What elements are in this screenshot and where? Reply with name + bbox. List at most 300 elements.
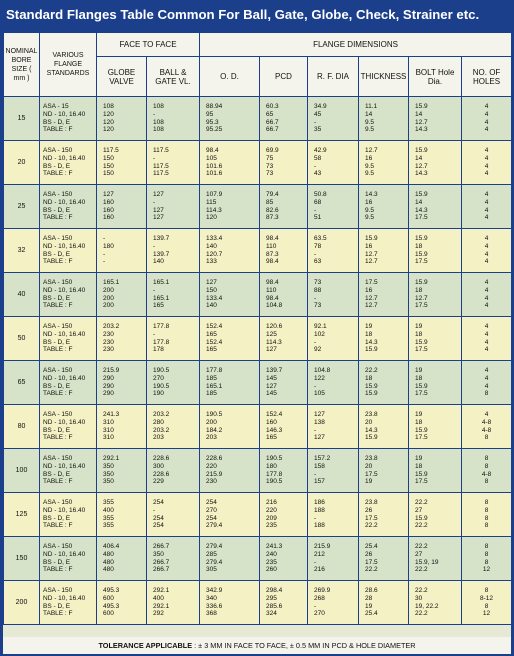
cell-line: 188 bbox=[314, 506, 325, 514]
bore-size-cell: 20 bbox=[4, 141, 40, 185]
globe-valve-cell bbox=[97, 361, 147, 405]
rf-dia-cell bbox=[308, 141, 359, 185]
table-row bbox=[4, 97, 512, 141]
bolt-hole-cell bbox=[409, 141, 462, 185]
tolerance-text: : ± 3 MM IN FACE TO FACE, ± 0.5 MM IN PCD & HOLE DIAMETER bbox=[194, 641, 416, 650]
cell-line: 4 bbox=[484, 162, 489, 170]
cell-line: 9.5 bbox=[365, 162, 375, 170]
globe-valve-cell bbox=[97, 493, 147, 537]
cell-line: 8 bbox=[484, 506, 489, 514]
cell-line: 82.6 bbox=[266, 206, 279, 214]
cell-line: TABLE : F bbox=[43, 522, 73, 530]
cell-line: 279.4 bbox=[206, 543, 223, 551]
cell-line: 19, 22.2 bbox=[415, 602, 439, 610]
cell-line: 203 bbox=[206, 434, 217, 442]
cell-line: 18 bbox=[365, 374, 373, 382]
cell-line: 15.9 bbox=[415, 191, 428, 199]
cell-line: TABLE : F bbox=[43, 170, 73, 178]
globe-valve-cell bbox=[97, 185, 147, 229]
cell-line: 240 bbox=[266, 550, 277, 558]
cell-line: 19 bbox=[365, 602, 373, 610]
cell-line: 101.6 bbox=[206, 162, 223, 170]
cell-line: 34.9 bbox=[314, 103, 327, 111]
cell-line: ND - 10, 16.40 bbox=[43, 330, 86, 338]
cell-line: 108 bbox=[103, 103, 114, 111]
standards-cell bbox=[40, 185, 97, 229]
bore-size-cell: 25 bbox=[4, 185, 40, 229]
cell-line: 12.7 bbox=[415, 294, 428, 302]
cell-line: 290 bbox=[103, 390, 114, 398]
cell-line: 165.1 bbox=[206, 382, 223, 390]
cell-line: 298.4 bbox=[266, 587, 283, 595]
cell-line: 254 bbox=[153, 499, 164, 507]
cell-line: 342.9 bbox=[206, 587, 223, 595]
cell-line: ND - 10, 16.40 bbox=[43, 110, 86, 118]
cell-line: 8 bbox=[484, 602, 489, 610]
globe-valve-cell bbox=[97, 449, 147, 493]
cell-line: 355 bbox=[103, 499, 114, 507]
no-holes-cell bbox=[462, 449, 512, 493]
pcd-cell bbox=[260, 317, 308, 361]
cell-line: 18 bbox=[415, 286, 423, 294]
no-holes-cell bbox=[462, 581, 512, 625]
cell-line: 133.4 bbox=[206, 294, 223, 302]
cell-line: 15.9 bbox=[415, 147, 428, 155]
ball-gate-cell bbox=[147, 185, 200, 229]
cell-line: 22.2 bbox=[365, 522, 378, 530]
header-pcd: PCD bbox=[260, 57, 308, 97]
cell-line: 269.9 bbox=[314, 587, 331, 595]
cell-line: 8 bbox=[484, 434, 489, 442]
cell-line: 73 bbox=[266, 170, 274, 178]
cell-line: 88.94 bbox=[206, 103, 223, 111]
cell-line: - bbox=[314, 338, 317, 346]
cell-line: - bbox=[314, 470, 317, 478]
cell-line: 340 bbox=[206, 594, 217, 602]
bolt-hole-cell bbox=[409, 185, 462, 229]
cell-line: 190.5 bbox=[153, 367, 170, 375]
cell-line: - bbox=[153, 198, 156, 206]
cell-line: 600 bbox=[103, 610, 114, 618]
cell-line: 4 bbox=[484, 206, 489, 214]
globe-valve-cell bbox=[97, 405, 147, 449]
bolt-hole-cell bbox=[409, 581, 462, 625]
cell-line: 19 bbox=[415, 323, 423, 331]
cell-line: 190 bbox=[153, 390, 164, 398]
cell-line: 186 bbox=[314, 499, 325, 507]
cell-line: 120 bbox=[103, 110, 114, 118]
cell-line: 158 bbox=[314, 462, 325, 470]
cell-line: ND - 10, 16.40 bbox=[43, 418, 86, 426]
cell-line: - bbox=[314, 602, 317, 610]
cell-line: - bbox=[103, 235, 106, 243]
cell-line: 117.5 bbox=[103, 147, 119, 155]
cell-line: 4 bbox=[484, 294, 489, 302]
cell-line: 4 bbox=[484, 214, 489, 222]
cell-line: 200 bbox=[103, 286, 114, 294]
bore-size-cell: 200 bbox=[4, 581, 40, 625]
cell-line: 58 bbox=[314, 154, 322, 162]
cell-line: 140 bbox=[206, 302, 217, 310]
cell-line: BS - D, E bbox=[43, 426, 71, 434]
cell-line: 35 bbox=[314, 126, 322, 134]
cell-line: 15.9 bbox=[415, 235, 428, 243]
cell-line: 165 bbox=[206, 330, 217, 338]
cell-line: 98.4 bbox=[266, 294, 279, 302]
cell-line: 15.9 bbox=[415, 426, 428, 434]
pcd-cell bbox=[260, 405, 308, 449]
rf-dia-cell bbox=[308, 449, 359, 493]
cell-line: ASA - 15 bbox=[43, 103, 69, 111]
cell-line: 98.4 bbox=[266, 258, 279, 266]
cell-line: 480 bbox=[103, 550, 114, 558]
cell-line: 285.6 bbox=[266, 602, 283, 610]
cell-line: 15.9 bbox=[365, 346, 378, 354]
table-row bbox=[4, 185, 512, 229]
cell-line: 15.9 bbox=[415, 279, 428, 287]
bolt-hole-cell bbox=[409, 405, 462, 449]
cell-line: TABLE : F bbox=[43, 478, 73, 486]
table-row bbox=[4, 273, 512, 317]
pcd-cell bbox=[260, 97, 308, 141]
cell-line: TABLE : F bbox=[43, 346, 73, 354]
cell-line: 4 bbox=[484, 191, 489, 199]
cell-line: 66.7 bbox=[266, 126, 279, 134]
header-bolt-hole: BOLT Hole Dia. bbox=[409, 57, 462, 97]
cell-line: 17.5 bbox=[415, 214, 428, 222]
cell-line: - bbox=[314, 206, 317, 214]
standards-cell bbox=[40, 537, 97, 581]
cell-line: 19 bbox=[365, 323, 373, 331]
cell-line: 292.1 bbox=[153, 587, 170, 595]
cell-line: 300 bbox=[153, 462, 164, 470]
pcd-cell bbox=[260, 581, 308, 625]
cell-line: 18 bbox=[415, 374, 423, 382]
cell-line: 22.2 bbox=[415, 499, 428, 507]
cell-line: 12.7 bbox=[415, 162, 428, 170]
cell-line: - bbox=[153, 506, 156, 514]
cell-line: 260 bbox=[266, 566, 277, 574]
cell-line: 14.3 bbox=[415, 206, 428, 214]
cell-line: 105 bbox=[314, 390, 325, 398]
cell-line: 120 bbox=[103, 118, 114, 126]
cell-line: BS - D, E bbox=[43, 382, 71, 390]
cell-line: 114.3 bbox=[266, 338, 282, 346]
cell-line: 127 bbox=[314, 434, 325, 442]
cell-line: ASA - 150 bbox=[43, 455, 73, 463]
cell-line: 4 bbox=[484, 235, 489, 243]
thickness-cell bbox=[359, 185, 409, 229]
cell-line: BS - D, E bbox=[43, 470, 71, 478]
cell-line: 4 bbox=[484, 250, 489, 258]
cell-line: 350 bbox=[103, 462, 114, 470]
cell-line: BS - D, E bbox=[43, 162, 71, 170]
header-face-to-face: FACE TO FACE bbox=[97, 33, 200, 57]
table-row bbox=[4, 493, 512, 537]
cell-line: 22.2 bbox=[415, 610, 428, 618]
bolt-hole-cell bbox=[409, 317, 462, 361]
cell-line: 254 bbox=[153, 514, 164, 522]
cell-line: 152.4 bbox=[206, 338, 223, 346]
cell-line: 266.7 bbox=[153, 543, 170, 551]
cell-line: 4 bbox=[484, 302, 489, 310]
od-cell bbox=[200, 185, 260, 229]
cell-line: 17.5 bbox=[415, 434, 428, 442]
cell-line: 87.3 bbox=[266, 214, 279, 222]
cell-line: 22.2 bbox=[415, 587, 428, 595]
cell-line: 17.5 bbox=[415, 478, 428, 486]
cell-line: 215.9 bbox=[314, 543, 331, 551]
cell-line: 88 bbox=[314, 286, 322, 294]
cell-line: ASA - 150 bbox=[43, 279, 73, 287]
cell-line: 4 bbox=[484, 147, 489, 155]
cell-line: 480 bbox=[103, 566, 114, 574]
cell-line: 220 bbox=[206, 462, 217, 470]
cell-line: 122 bbox=[314, 374, 325, 382]
standards-cell bbox=[40, 141, 97, 185]
cell-line: - bbox=[153, 330, 156, 338]
cell-line: - bbox=[314, 162, 317, 170]
globe-valve-cell bbox=[97, 317, 147, 361]
cell-line: 9.5 bbox=[365, 118, 375, 126]
cell-line: 17.5 bbox=[415, 390, 428, 398]
cell-line: 127 bbox=[103, 191, 114, 199]
cell-line: ASA - 150 bbox=[43, 191, 73, 199]
cell-line: 203 bbox=[153, 434, 164, 442]
ball-gate-cell bbox=[147, 581, 200, 625]
rf-dia-cell bbox=[308, 229, 359, 273]
bore-size-cell: 15 bbox=[4, 97, 40, 141]
cell-line: 600 bbox=[103, 594, 114, 602]
header-thickness: THICKNESS bbox=[359, 57, 409, 97]
cell-line: 15.9 bbox=[415, 338, 428, 346]
cell-line: 102 bbox=[314, 330, 325, 338]
table-row bbox=[4, 141, 512, 185]
cell-line: 127 bbox=[266, 346, 277, 354]
cell-line: 63 bbox=[314, 258, 322, 266]
cell-line: 270 bbox=[206, 506, 217, 514]
cell-line: 4 bbox=[484, 323, 489, 331]
cell-line: ASA - 150 bbox=[43, 499, 73, 507]
cell-line: 104.8 bbox=[266, 302, 283, 310]
cell-line: 43 bbox=[314, 170, 322, 178]
cell-line: 4-8 bbox=[481, 426, 492, 434]
cell-line: 30 bbox=[415, 594, 423, 602]
cell-line: 108 bbox=[153, 118, 164, 126]
cell-line: 241.3 bbox=[266, 543, 283, 551]
cell-line: 51 bbox=[314, 214, 322, 222]
cell-line: 270 bbox=[314, 610, 325, 618]
bore-size-cell: 125 bbox=[4, 493, 40, 537]
cell-line: 117.5 bbox=[153, 170, 169, 178]
cell-line: 165 bbox=[266, 434, 277, 442]
cell-line: 105 bbox=[206, 154, 217, 162]
cell-line: 73 bbox=[314, 279, 322, 287]
rf-dia-cell bbox=[308, 493, 359, 537]
cell-line: ND - 10, 16.40 bbox=[43, 506, 86, 514]
table-row bbox=[4, 317, 512, 361]
cell-line: 157 bbox=[314, 478, 325, 486]
cell-line: 18 bbox=[415, 242, 423, 250]
pcd-cell bbox=[260, 361, 308, 405]
cell-line: 12.7 bbox=[365, 258, 378, 266]
cell-line: TABLE : F bbox=[43, 214, 73, 222]
cell-line: 114.3 bbox=[206, 206, 222, 214]
cell-line: 400 bbox=[103, 506, 114, 514]
pcd-cell bbox=[260, 493, 308, 537]
cell-line: 14.3 bbox=[415, 170, 428, 178]
cell-line: 16 bbox=[365, 242, 373, 250]
cell-line: 12 bbox=[482, 566, 491, 574]
cell-line: 110 bbox=[266, 286, 277, 294]
cell-line: 355 bbox=[103, 514, 114, 522]
cell-line: - bbox=[153, 110, 156, 118]
thickness-cell bbox=[359, 493, 409, 537]
cell-line: - bbox=[314, 426, 317, 434]
cell-line: 228.6 bbox=[206, 455, 223, 463]
ball-gate-cell bbox=[147, 361, 200, 405]
cell-line: 22.2 bbox=[415, 566, 428, 574]
cell-line: TABLE : F bbox=[43, 610, 73, 618]
od-cell bbox=[200, 493, 260, 537]
cell-line: 22.2 bbox=[415, 543, 428, 551]
cell-line: 290 bbox=[103, 382, 114, 390]
cell-line: 230 bbox=[103, 346, 114, 354]
cell-line: ND - 10, 16.40 bbox=[43, 550, 86, 558]
cell-line: 290 bbox=[103, 374, 114, 382]
no-holes-cell bbox=[462, 405, 512, 449]
cell-line: 4 bbox=[484, 382, 489, 390]
cell-line: TABLE : F bbox=[43, 126, 73, 134]
table-row bbox=[4, 581, 512, 625]
cell-line: 4 bbox=[484, 126, 489, 134]
thickness-cell bbox=[359, 273, 409, 317]
thickness-cell bbox=[359, 97, 409, 141]
cell-line: 177.8 bbox=[153, 323, 170, 331]
cell-line: 165.1 bbox=[153, 279, 170, 287]
cell-line: 177.8 bbox=[266, 470, 283, 478]
cell-line: 14.3 bbox=[415, 126, 428, 134]
cell-line: 295 bbox=[266, 594, 277, 602]
pcd-cell bbox=[260, 141, 308, 185]
cell-line: 324 bbox=[266, 610, 277, 618]
cell-line: - bbox=[153, 242, 156, 250]
cell-line: 152.4 bbox=[266, 411, 283, 419]
cell-line: 101.6 bbox=[206, 170, 223, 178]
cell-line: 127 bbox=[206, 279, 217, 287]
pcd-cell bbox=[260, 449, 308, 493]
cell-line: 292 bbox=[153, 610, 164, 618]
cell-line: - bbox=[314, 558, 317, 566]
cell-line: 190.5 bbox=[266, 455, 283, 463]
cell-line: 23.8 bbox=[365, 411, 378, 419]
cell-line: - bbox=[314, 118, 317, 126]
no-holes-cell bbox=[462, 141, 512, 185]
cell-line: 20 bbox=[365, 462, 373, 470]
cell-line: ND - 10, 16.40 bbox=[43, 286, 86, 294]
cell-line: 14 bbox=[365, 110, 373, 118]
cell-line: 4 bbox=[484, 242, 489, 250]
cell-line: 73 bbox=[314, 302, 322, 310]
cell-line: 279.4 bbox=[206, 558, 223, 566]
ball-gate-cell bbox=[147, 229, 200, 273]
bore-size-cell: 40 bbox=[4, 273, 40, 317]
no-holes-cell bbox=[462, 493, 512, 537]
globe-valve-cell bbox=[97, 229, 147, 273]
cell-line: 15.9, 19 bbox=[415, 558, 439, 566]
cell-line: 26 bbox=[365, 550, 373, 558]
globe-valve-cell bbox=[97, 141, 147, 185]
cell-line: 228.6 bbox=[153, 470, 170, 478]
thickness-cell bbox=[359, 581, 409, 625]
cell-line: 92 bbox=[314, 346, 322, 354]
cell-line: 200 bbox=[103, 294, 114, 302]
cell-line: 60.3 bbox=[266, 103, 279, 111]
cell-line: 229 bbox=[153, 478, 164, 486]
cell-line: 285 bbox=[206, 550, 217, 558]
ball-gate-cell bbox=[147, 273, 200, 317]
cell-line: 280 bbox=[153, 418, 164, 426]
cell-line: 336.6 bbox=[206, 602, 223, 610]
cell-line: 8-12 bbox=[480, 594, 494, 602]
no-holes-cell bbox=[462, 317, 512, 361]
cell-line: 4 bbox=[484, 367, 489, 375]
cell-line: 42.9 bbox=[314, 147, 327, 155]
rf-dia-cell bbox=[308, 185, 359, 229]
page-title: Standard Flanges Table Common For Ball, Gate, Globe, Check, Strainer etc. bbox=[0, 0, 514, 30]
standards-cell bbox=[40, 229, 97, 273]
cell-line: 25.4 bbox=[365, 543, 378, 551]
cell-line: 180 bbox=[103, 242, 114, 250]
cell-line: - bbox=[153, 286, 156, 294]
cell-line: 495.3 bbox=[103, 602, 120, 610]
cell-line: 165.1 bbox=[103, 279, 120, 287]
cell-line: 139.7 bbox=[153, 235, 170, 243]
cell-line: 23.8 bbox=[365, 455, 378, 463]
cell-line: 350 bbox=[153, 550, 164, 558]
cell-line: 19 bbox=[415, 455, 423, 463]
cell-line: 146.3 bbox=[266, 426, 283, 434]
cell-line: 115 bbox=[206, 198, 217, 206]
cell-line: 133.4 bbox=[206, 235, 223, 243]
bore-size-cell: 80 bbox=[4, 405, 40, 449]
cell-line: BS - D, E bbox=[43, 602, 71, 610]
thickness-cell bbox=[359, 361, 409, 405]
globe-valve-cell bbox=[97, 581, 147, 625]
cell-line: BS - D, E bbox=[43, 294, 71, 302]
cell-line: ASA - 150 bbox=[43, 587, 73, 595]
table-row bbox=[4, 361, 512, 405]
tolerance-label: TOLERANCE APPLICABLE bbox=[98, 641, 193, 650]
bolt-hole-cell bbox=[409, 273, 462, 317]
cell-line: 185 bbox=[206, 374, 217, 382]
header-od: O. D. bbox=[200, 57, 260, 97]
cell-line: 8 bbox=[484, 455, 489, 463]
cell-line: 11.1 bbox=[365, 103, 378, 111]
bore-size-cell: 150 bbox=[4, 537, 40, 581]
cell-line: 216 bbox=[314, 566, 325, 574]
cell-line: TABLE : F bbox=[43, 258, 73, 266]
cell-line: 406.4 bbox=[103, 543, 120, 551]
cell-line: 9.5 bbox=[365, 170, 375, 178]
cell-line: 17.5 bbox=[415, 346, 428, 354]
cell-line: ASA - 150 bbox=[43, 543, 73, 551]
cell-line: 4 bbox=[484, 374, 489, 382]
cell-line: 190.5 bbox=[266, 478, 283, 486]
cell-line: 127 bbox=[153, 214, 164, 222]
cell-line: 4 bbox=[484, 198, 489, 206]
header-rf-dia: R. F. DIA bbox=[308, 57, 359, 97]
